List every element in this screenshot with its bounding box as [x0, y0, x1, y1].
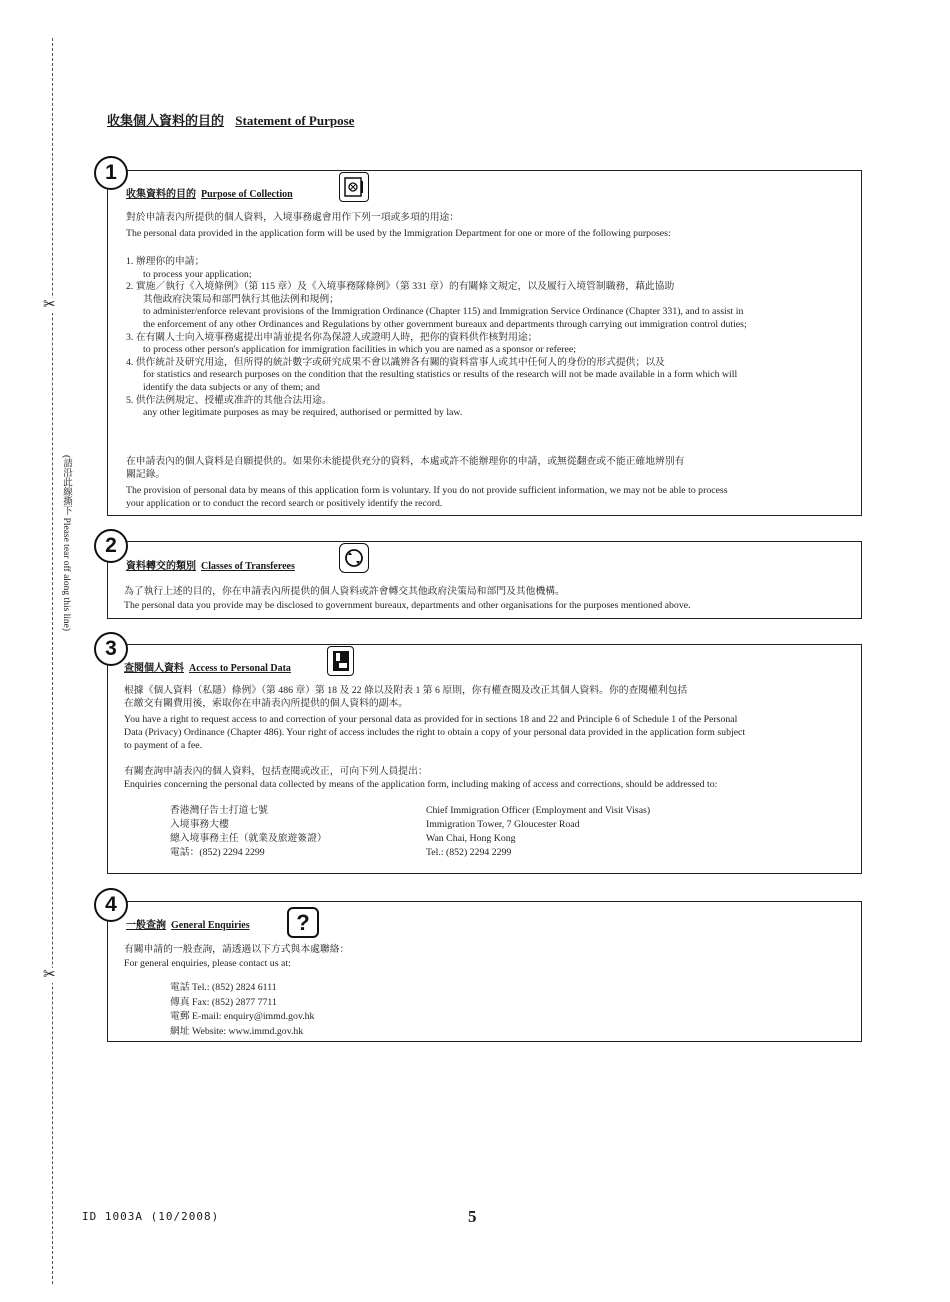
section-title-zh: 收集資料的目的	[126, 189, 196, 200]
section-title-zh: 查閱個人資料	[124, 663, 184, 674]
form-code: ID 1003A (10/2008)	[82, 1210, 220, 1223]
section-title-en: Classes of Transferees	[201, 561, 295, 572]
voluntary-note-zh: 在申請表內的個人資料是自願提供的。如果你未能提供充分的資料，本處或許不能辦理你的申請，或無從翻查或不能正確地辨別有	[126, 456, 685, 467]
list-item: 2. 實施／執行《入境條例》（第 115 章）及《入境事務隊條例》（第 331 章）的有關條文規定，以及履行入境管制職務，藉此協助	[126, 281, 675, 293]
section-title	[126, 557, 295, 572]
section-number-2: 2	[94, 529, 128, 563]
tear-off-line	[52, 38, 53, 1284]
list-item-en: to administer/enforce relevant provisions of the Immigration Ordinance (Chapter 115) and Immigration Service Ordinance (Chapter 331), and to assist in	[143, 306, 744, 318]
list-item: 3. 在有關人士向入境事務處提出申請並提名你為保證人或證明人時，把你的資料供作核對用途；	[126, 331, 538, 343]
scissors-icon: ✂	[43, 967, 56, 983]
section-title-en: Purpose of Collection	[201, 189, 293, 200]
access-text-zh: 在繳交有關費用後，索取你在申請表內所提供的個人資料的副本。	[124, 698, 409, 709]
list-item: 4. 供作統計及研究用途，但所得的統計數字或研究成果不會以識辨各有關的資料當事人或其中任何人的身份的形式提供；以及	[126, 356, 665, 368]
voluntary-note-zh: 關記錄。	[126, 469, 166, 480]
voluntary-note-en: The provision of personal data by means of this application form is voluntary. If you do not provide sufficient information, we may not be able to process	[126, 485, 728, 496]
purpose-list	[126, 256, 747, 420]
contact-list	[170, 981, 314, 1039]
access-text-en: You have a right to request access to and correction of your personal data as provided for in sections 18 and 22 and Principle 6 of Schedule 1 of the Personal	[124, 714, 738, 725]
section-title	[126, 916, 250, 931]
question-icon: ?	[287, 907, 319, 938]
page-number: 5	[468, 1207, 477, 1226]
access-text-zh: 根據《個人資料（私隱）條例》（第 486 章）第 18 及 22 條以及附表 1 第 6 原則，你有權查閱及改正其個人資料。你的查閱權利包括	[124, 685, 688, 696]
contact-fax: 傳真 Fax: (852) 2877 7711	[170, 996, 277, 1008]
list-item-en: to process your application;	[143, 268, 252, 280]
section-number-4: 4	[94, 888, 128, 922]
page-title	[107, 110, 354, 129]
safe-icon	[339, 172, 369, 202]
tear-off-note: (請沿此線撕下 Please tear off along this line)	[61, 455, 71, 632]
access-icon	[327, 646, 354, 676]
access-text-en: Data (Privacy) Ordinance (Chapter 486). Your right of access includes the right to obtain a copy of your personal data provided in the application form subject	[124, 727, 746, 738]
list-item: 5. 供作法例規定、授權或准許的其他合法用途。	[126, 394, 332, 406]
section-title-en: General Enquiries	[171, 920, 250, 931]
purpose-intro-en: The personal data provided in the application form will be used by the Immigration Department for one or more of the following purposes:	[126, 228, 671, 239]
scissors-icon: ✂	[43, 297, 56, 313]
section-number-1: 1	[94, 156, 128, 190]
address-en: Chief Immigration Officer (Employment and Visit Visas) Immigration Tower, 7 Gloucester Road Wan Chai, Hong Kong Tel.: (852) 2294 2299	[426, 805, 651, 858]
voluntary-note-en: your application or to conduct the record search or positively identify the record.	[126, 498, 443, 509]
contact-email: 電郵 E-mail: enquiry@immd.gov.hk	[170, 1011, 315, 1022]
list-item-en: for statistics and research purposes on the condition that the resulting statistics or results of the research will not be made available in a form which will	[143, 369, 738, 381]
page-title-zh: 收集個人資料的目的	[107, 113, 225, 128]
section-title-zh: 一般查詢	[126, 920, 166, 931]
section-number-3: 3	[94, 632, 128, 666]
list-item-en: identify the data subjects or any of them; and	[143, 381, 320, 393]
contact-tel: 電話 Tel.: (852) 2824 6111	[170, 982, 277, 993]
transferees-text-en: The personal data you provide may be disclosed to government bureaux, departments and other organisations for the purposes mentioned above.	[124, 600, 691, 611]
section-title	[124, 659, 291, 674]
general-enquiry-zh: 有關申請的一般查詢，請透過以下方式與本處聯絡：	[124, 944, 350, 955]
page-title-en: Statement of Purpose	[235, 113, 355, 128]
list-item-en: the enforcement of any other Ordinances and Regulations by other government bureaux and departments through carrying out immigration control duties;	[143, 318, 747, 330]
contact-website: 網址 Website: www.immd.gov.hk	[170, 1025, 304, 1037]
section-title	[126, 185, 293, 200]
list-item-en: any other legitimate purposes as may be required, authorised or permitted by law.	[143, 407, 463, 419]
section-title-zh: 資料轉交的類別	[126, 561, 196, 572]
list-item-en: to process other person's application for immigration facilities in which you are named as a sponsor or referee;	[143, 344, 576, 356]
transfer-icon	[339, 543, 369, 573]
list-item: 1. 辦理你的申請；	[126, 256, 205, 267]
access-text-en: to payment of a fee.	[124, 740, 203, 751]
section-title-en: Access to Personal Data	[189, 663, 291, 674]
general-enquiry-en: For general enquiries, please contact us at:	[124, 958, 291, 969]
enquiry-text-zh: 有關查詢申請表內的個人資料，包括查閱或改正，可向下列人員提出：	[124, 766, 428, 777]
list-item-zh: 其他政府決策局和部門執行其他法例和規例；	[143, 293, 339, 305]
transferees-text-zh: 為了執行上述的目的，你在申請表內所提供的個人資料或許會轉交其他政府決策局和部門及其他機構。	[124, 586, 565, 597]
enquiry-text-en: Enquiries concerning the personal data collected by means of the application form, including making of access and corrections, should be addressed to:	[124, 779, 718, 790]
address-zh: 香港灣仔告士打道七號 入境事務大樓 總入境事務主任（就業及旅遊簽證） 電話：(852) 2294 2299	[170, 805, 327, 858]
purpose-intro-zh: 對於申請表內所提供的個人資料，入境事務處會用作下列一項或多項的用途：	[126, 212, 460, 223]
